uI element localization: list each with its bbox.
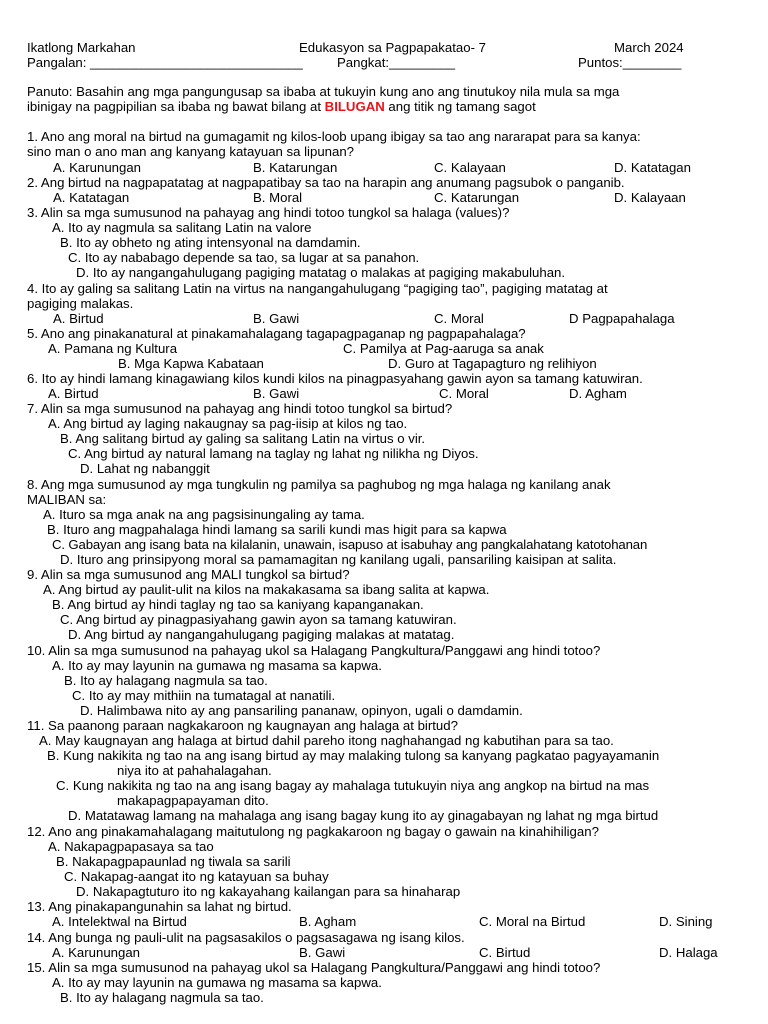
q7-choice-b[interactable]: B. Ang salitang birtud ay galing sa salitang Latin na virtus o vir.	[60, 431, 426, 446]
instructions-emphasis: BILUGAN	[324, 99, 385, 114]
q12-choice-b[interactable]: B. Nakapagpapaunlad ng tiwala sa sarili	[56, 854, 291, 869]
q7-choice-a[interactable]: A. Ang birtud ay laging nakaugnay sa pag-iisip at kilos ng tao.	[48, 416, 408, 431]
q3-choice-b[interactable]: B. Ito ay obheto ng ating intensyonal na damdamin.	[60, 235, 361, 250]
instructions-text: ibinigay na pagpipilian sa ibaba ng bawat bilang at	[27, 99, 325, 114]
q1-choice-a[interactable]: A. Karunungan	[53, 160, 141, 175]
q10-choice-a[interactable]: A. Ito ay may layunin na gumawa ng masama sa kapwa.	[52, 658, 382, 673]
question-12: 12. Ano ang pinakamahalagang maitutulong ng pagkakaroon ng bagay o gawain na kinahihiligan?	[27, 824, 599, 839]
q5-choice-c[interactable]: C. Pamilya at Pag-aaruga sa anak	[343, 341, 544, 356]
instructions-line-2	[27, 99, 536, 114]
question-13: 13. Ang pinakapangunahin sa lahat ng birtud.	[27, 899, 292, 914]
date-label: March 2024	[614, 40, 684, 55]
q11-choice-c-cont: makapagpapayaman dito.	[117, 793, 269, 808]
q8-choice-b[interactable]: B. Ituro ang magpahalaga hindi lamang sa sarili kundi mas higit para sa kapwa	[47, 522, 507, 537]
name-field[interactable]: Pangalan: _____________________________	[27, 55, 303, 70]
q11-choice-a[interactable]: A. May kaugnayan ang halaga at birtud dahil pareho itong naghahangad ng kabutihan para sa tao.	[39, 733, 614, 748]
q11-choice-b-cont: niya ito at pahahalagahan.	[117, 763, 272, 778]
question-1-cont: sino man o ano man ang kanyang katayuan sa lipunan?	[27, 144, 354, 159]
question-3: 3. Alin sa mga sumusunod na pahayag ang hindi totoo tungkol sa halaga (values)?	[27, 205, 510, 220]
question-2: 2. Ang birtud na nagpapatatag at nagpapatibay sa tao na harapin ang anumang pagsubok o panganib.	[27, 175, 625, 190]
question-4: 4. Ito ay galing sa salitang Latin na virtus na nangangahulugang “pagiging tao”, pagiging matatag at	[27, 281, 608, 296]
q4-choice-d[interactable]: D Pagpapahalaga	[569, 311, 675, 326]
q4-choice-b[interactable]: B. Gawi	[253, 311, 300, 326]
question-14: 14. Ang bunga ng pauli-ulit na pagsasakilos o pagsasagawa ng isang kilos.	[27, 930, 465, 945]
q14-choice-a[interactable]: A. Karunungan	[52, 945, 140, 960]
subject-label: Edukasyon sa Pagpapakatao- 7	[299, 40, 486, 55]
q12-choice-c[interactable]: C. Nakapag-aangat ito ng katayuan sa buhay	[64, 869, 329, 884]
question-8: 8. Ang mga sumusunod ay mga tungkulin ng pamilya sa paghubog ng mga halaga ng kanilang anak	[27, 477, 611, 492]
q13-choice-b[interactable]: B. Agham	[299, 914, 357, 929]
q15-choice-a[interactable]: A. Ito ay may layunin na gumawa ng masama sa kapwa.	[52, 975, 382, 990]
question-7: 7. Alin sa mga sumusunod na pahayag ang hindi totoo tungkol sa birtud?	[27, 401, 453, 416]
question-8-cont: MALIBAN sa:	[27, 492, 107, 507]
q11-choice-d[interactable]: D. Matatawag lamang na mahalaga ang isang bagay kung ito ay ginagabayan ng lahat ng mga birtud	[68, 808, 659, 823]
q3-choice-c[interactable]: C. Ito ay nababago depende sa tao, sa lugar at sa panahon.	[68, 250, 420, 265]
q14-choice-d[interactable]: D. Halaga	[659, 945, 718, 960]
q7-choice-c[interactable]: C. Ang birtud ay natural lamang na taglay ng lahat ng nilikha ng Diyos.	[68, 446, 479, 461]
q4-choice-c[interactable]: C. Moral	[434, 311, 484, 326]
q6-choice-b[interactable]: B. Gawi	[253, 386, 300, 401]
question-4-cont: pagiging malakas.	[27, 296, 134, 311]
question-15: 15. Alin sa mga sumusunod na pahayag ukol sa Halagang Pangkultura/Panggawi ang hindi totoo?	[27, 960, 601, 975]
q13-choice-d[interactable]: D. Sining	[659, 914, 713, 929]
q4-choice-a[interactable]: A. Birtud	[53, 311, 104, 326]
q13-choice-a[interactable]: A. Intelektwal na Birtud	[52, 914, 187, 929]
instructions-line-1: Panuto: Basahin ang mga pangungusap sa ibaba at tukuyin kung ano ang tinutukoy nila mula sa mga	[27, 84, 620, 99]
q9-choice-d[interactable]: D. Ang birtud ay nangangahulugang pagiging malakas at matatag.	[68, 627, 455, 642]
q12-choice-d[interactable]: D. Nakapagtuturo ito ng kakayahang kailangan para sa hinaharap	[76, 884, 461, 899]
instructions-text-end: ang titik ng tamang sagot	[384, 99, 536, 114]
score-field[interactable]: Puntos:________	[578, 55, 682, 70]
q12-choice-a[interactable]: A. Nakapagpapasaya sa tao	[48, 839, 214, 854]
q15-choice-b[interactable]: B. Ito ay halagang nagmula sa tao.	[60, 990, 264, 1005]
q6-choice-a[interactable]: A. Birtud	[48, 386, 99, 401]
q9-choice-a[interactable]: A. Ang birtud ay paulit-ulit na kilos na makakasama sa ibang salita at kapwa.	[43, 582, 490, 597]
q10-choice-c[interactable]: C. Ito ay may mithiin na tumatagal at nanatili.	[72, 688, 336, 703]
q9-choice-c[interactable]: C. Ang birtud ay pinagpasiyahang gawin ayon sa tamang katuwiran.	[60, 612, 457, 627]
q8-choice-c[interactable]: C. Gabayan ang isang bata na kilalanin, unawain, isapuso at isabuhay ang pangkalahatang katotohanan	[52, 537, 648, 552]
q5-choice-a[interactable]: A. Pamana ng Kultura	[48, 341, 178, 356]
q11-choice-b[interactable]: B. Kung nakikita ng tao na ang isang birtud ay may malaking tulong sa kanyang pagkatao pagyayamanin	[47, 748, 660, 763]
q11-choice-c[interactable]: C. Kung nakikita ng tao na ang isang bagay ay mahalaga tutukuyin niya ang angkop na birtud na mas	[56, 778, 650, 793]
q2-choice-c[interactable]: C. Katarungan	[434, 190, 520, 205]
q1-choice-b[interactable]: B. Katarungan	[253, 160, 338, 175]
question-1: 1. Ano ang moral na birtud na gumagamit ng kilos-loob upang ibigay sa tao ang nararapat para sa kanya:	[27, 129, 641, 144]
q8-choice-d[interactable]: D. Ituro ang prinsipyong moral sa pamamagitan ng kanilang ugali, pansariling kaisipan at salita.	[60, 552, 617, 567]
q5-choice-d[interactable]: D. Guro at Tagapagturo ng relihiyon	[388, 356, 597, 371]
section-field[interactable]: Pangkat:_________	[337, 55, 456, 70]
q3-choice-a[interactable]: A. Ito ay nagmula sa salitang Latin na valore	[52, 220, 312, 235]
q2-choice-b[interactable]: B. Moral	[253, 190, 303, 205]
q7-choice-d[interactable]: D. Lahat ng nabanggit	[80, 461, 210, 476]
question-10: 10. Alin sa mga sumusunod na pahayag ukol sa Halagang Pangkultura/Panggawi ang hindi totoo?	[27, 643, 601, 658]
q3-choice-d[interactable]: D. Ito ay nangangahulugang pagiging matatag o malakas at pagiging makabuluhan.	[76, 265, 566, 280]
q9-choice-b[interactable]: B. Ang birtud ay hindi taglay ng tao sa kaniyang kapanganakan.	[52, 597, 424, 612]
q2-choice-a[interactable]: A. Katatagan	[53, 190, 130, 205]
q10-choice-b[interactable]: B. Ito ay halagang nagmula sa tao.	[64, 673, 268, 688]
q14-choice-c[interactable]: C. Birtud	[479, 945, 531, 960]
question-9: 9. Alin sa mga sumusunod ang MALI tungkol sa birtud?	[27, 567, 350, 582]
q5-choice-b[interactable]: B. Mga Kapwa Kabataan	[118, 356, 264, 371]
q1-choice-c[interactable]: C. Kalayaan	[434, 160, 506, 175]
question-11: 11. Sa paanong paraan nagkakaroon ng kaugnayan ang halaga at birtud?	[27, 718, 458, 733]
question-6: 6. Ito ay hindi lamang kinagawiang kilos kundi kilos na pinagpasyahang gawin ayon sa tamang katuwiran.	[27, 371, 643, 386]
q6-choice-c[interactable]: C. Moral	[439, 386, 489, 401]
q6-choice-d[interactable]: D. Agham	[569, 386, 627, 401]
q2-choice-d[interactable]: D. Kalayaan	[614, 190, 686, 205]
q14-choice-b[interactable]: B. Gawi	[299, 945, 346, 960]
q13-choice-c[interactable]: C. Moral na Birtud	[479, 914, 586, 929]
q10-choice-d[interactable]: D. Halimbawa nito ay ang pansariling pananaw, opinyon, ugali o damdamin.	[80, 703, 523, 718]
quarter-label: Ikatlong Markahan	[27, 40, 136, 55]
q8-choice-a[interactable]: A. Ituro sa mga anak na ang pagsisinungaling ay tama.	[43, 507, 365, 522]
q1-choice-d[interactable]: D. Katatagan	[614, 160, 691, 175]
question-5: 5. Ano ang pinakanatural at pinakamahalagang tagapagpaganap ng pagpapahalaga?	[27, 326, 526, 341]
